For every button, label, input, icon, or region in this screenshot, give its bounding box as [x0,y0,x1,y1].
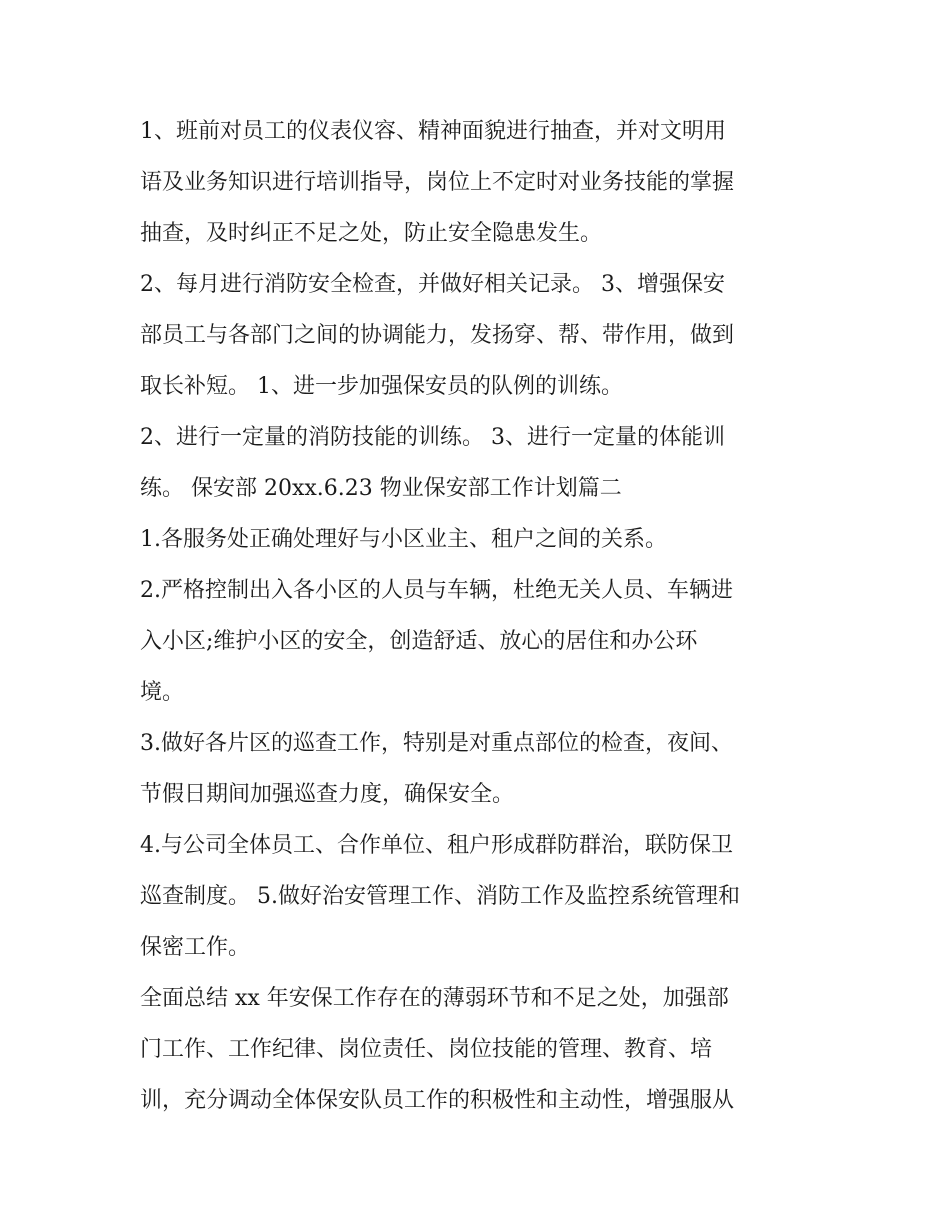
text-line: 2.严格控制出入各小区的人员与车辆，杜绝无关人员、车辆进 [140,578,733,603]
text-line: 节假日期间加强巡查力度，确保安全。 [140,782,515,807]
text-line: 取长补短。 1、进一步加强保安员的队例的训练。 [140,374,623,399]
document-body [140,106,820,1126]
text-line: 3.做好各片区的巡查工作，特别是对重点部位的检查，夜间、 [140,731,733,756]
text-line: 巡查制度。 5.做好治安管理工作、消防工作及监控系统管理和 [140,884,740,909]
text-line: 入小区;维护小区的安全，创造舒适、放心的居住和办公环 [140,629,698,654]
text-line: 语及业务知识进行培训指导，岗位上不定时对业务技能的掌握 [140,170,735,195]
text-line: 抽查，及时纠正不足之处，防止安全隐患发生。 [140,221,603,246]
text-line: 部员工与各部门之间的协调能力，发扬穿、帮、带作用，做到 [140,323,735,348]
text-line: 保密工作。 [140,935,251,960]
text-line: 1.各服务处正确处理好与小区业主、租户之间的关系。 [140,527,667,552]
text-line: 境。 [140,680,185,705]
text-line: 4.与公司全体员工、合作单位、租户形成群防群治，联防保卫 [140,833,733,858]
text-line: 训，充分调动全体保安队员工作的积极性和主动性，增强服从 [140,1088,735,1113]
text-line: 全面总结 xx 年安保工作存在的薄弱环节和不足之处，加强部 [140,986,729,1011]
text-line: 练。 保安部 20xx.6.23 物业保安部工作计划篇二 [140,476,622,501]
text-line: 2、每月进行消防安全检查，并做好相关记录。 3、增强保安 [140,272,725,297]
text-line: 门工作、工作纪律、岗位责任、岗位技能的管理、教育、培 [140,1037,713,1062]
text-line: 1、班前对员工的仪表仪容、精神面貌进行抽查，并对文明用 [140,119,726,144]
text-line: 2、进行一定量的消防技能的训练。 3、进行一定量的体能训 [140,425,725,450]
